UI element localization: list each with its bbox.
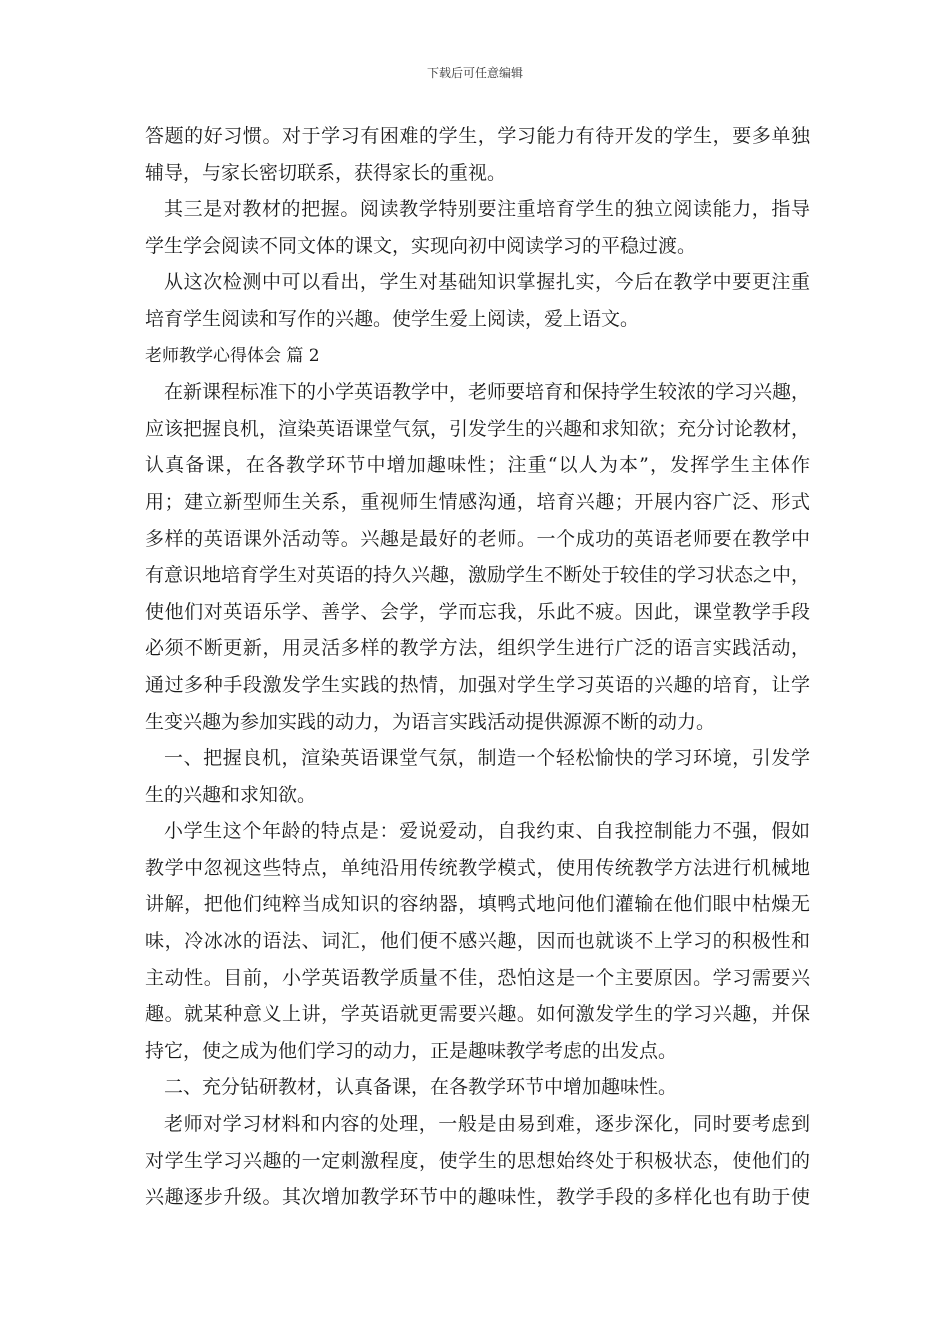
text-line: 老师对学习材料和内容的处理，一般是由易到难，逐步深化，同时要考虑到 <box>164 1113 810 1136</box>
text-line: 必须不断更新，用灵活多样的教学方法，组织学生进行广泛的语言实践活动， <box>145 637 810 660</box>
text-line: 教学中忽视这些特点，单纯沿用传统教学模式，使用传统教学方法进行机械地 <box>145 856 810 879</box>
text-line: 通过多种手段激发学生实践的热情，加强对学生学习英语的兴趣的培育，让学 <box>145 673 810 696</box>
text-line: 在新课程标准下的小学英语教学中，老师要培育和保持学生较浓的学习兴趣， <box>164 381 811 404</box>
text-line: 二、充分钻研教材，认真备课，在各教学环节中增加趣味性。 <box>164 1076 678 1099</box>
text-line: 讲解，把他们纯粹当成知识的容纳器，填鸭式地问他们灌输在他们眼中枯燥无 <box>145 893 810 916</box>
text-line: 使他们对英语乐学、善学、会学，学而忘我，乐此不疲。因此，课堂教学手段 <box>145 600 810 623</box>
text-line: 小学生这个年龄的特点是：爱说爱动，自我约束、自我控制能力不强，假如 <box>164 820 810 843</box>
text-line: 对学生学习兴趣的一定刺激程度，使学生的思想始终处于积极状态，使他们的 <box>145 1149 810 1172</box>
text-line: 趣。就某种意义上讲，学英语就更需要兴趣。如何激发学生的学习兴趣，并保 <box>145 1003 810 1026</box>
text-line: 认真备课，在各教学环节中增加趣味性；注重“以人为本”，发挥学生主体作 <box>145 454 810 477</box>
text-line: 答题的好习惯。对于学习有困难的学生，学习能力有待开发的学生，要多单独 <box>145 125 810 147</box>
text-line: 主动性。目前，小学英语教学质量不佳，恐怕这是一个主要原因。学习需要兴 <box>145 966 810 989</box>
text-line: 多样的英语课外活动等。兴趣是最好的老师。一个成功的英语老师要在教学中 <box>145 527 810 550</box>
text-line: 学生学会阅读不同文体的课文，实现向初中阅读学习的平稳过渡。 <box>145 234 697 257</box>
text-line: 一、把握良机，渲染英语课堂气氛，制造一个轻松愉快的学习环境，引发学 <box>164 747 810 770</box>
text-line: 有意识地培育学生对英语的持久兴趣，激励学生不断处于较佳的学习状态之中， <box>145 564 811 587</box>
document-body <box>145 118 810 1216</box>
text-line: 应该把握良机，渲染英语课堂气氛，引发学生的兴趣和求知欲；充分讨论教材， <box>145 417 811 440</box>
text-line: 用；建立新型师生关系，重视师生情感沟通，培育兴趣；开展内容广泛、形式 <box>145 490 810 513</box>
text-line: 生的兴趣和求知欲。 <box>145 783 317 806</box>
text-line: 从这次检测中可以看出，学生对基础知识掌握扎实，今后在教学中要更注重 <box>164 271 810 294</box>
text-line: 兴趣逐步升级。其次增加教学环节中的趣味性，教学手段的多样化也有助于使 <box>145 1186 810 1209</box>
page-header: 下载后可任意编辑 <box>426 66 523 80</box>
text-line: 培育学生阅读和写作的兴趣。使学生爱上阅读，爱上语文。 <box>145 307 640 330</box>
text-line: 其三是对教材的把握。阅读教学特别要注重培育学生的独立阅读能力，指导 <box>164 198 810 221</box>
text-line: 味，冷冰冰的语法、词汇，他们便不感兴趣，因而也就谈不上学习的积极性和 <box>145 930 810 953</box>
text-line: 持它，使之成为他们学习的动力，正是趣味教学考虑的出发点。 <box>145 1039 678 1062</box>
text-line: 生变兴趣为参加实践的动力，为语言实践活动提供源源不断的动力。 <box>145 710 716 733</box>
section-heading: 老师教学心得体会 篇 2 <box>145 345 320 366</box>
text-line: 辅导，与家长密切联系，获得家长的重视。 <box>145 161 507 184</box>
